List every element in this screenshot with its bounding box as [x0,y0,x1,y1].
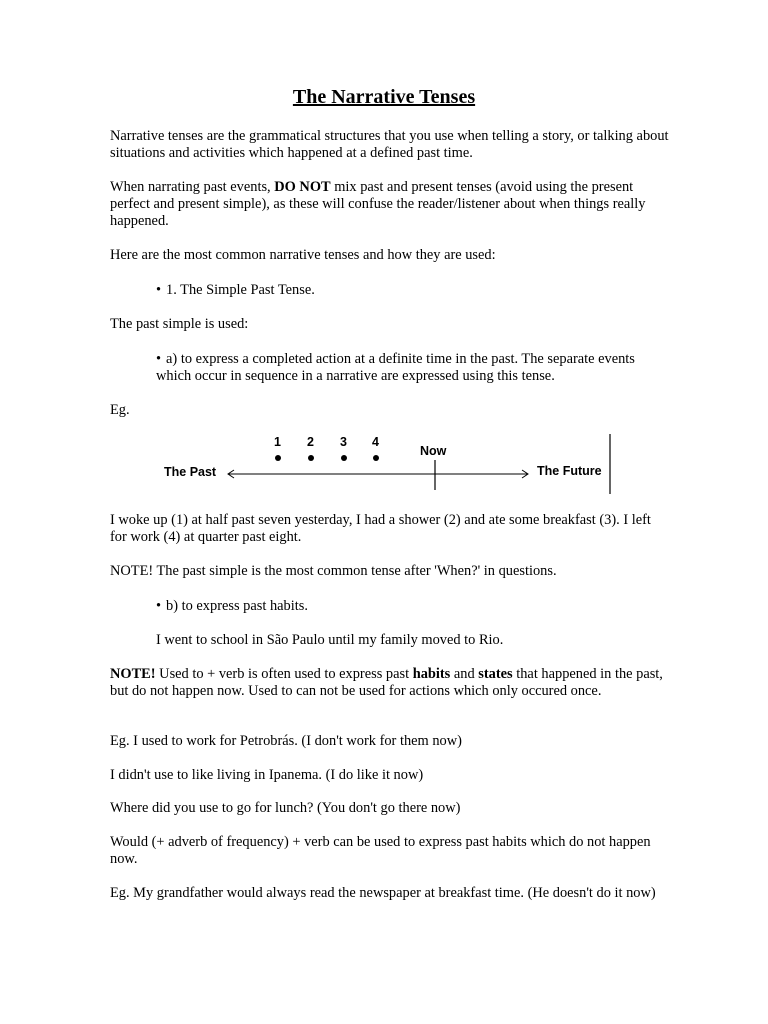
note-text-b: and [450,666,479,682]
timeline-now-label: Now [420,444,447,458]
warning-text-post: mix past and present tenses (avoid using the present perfect and present simple), as these will confuse the reader/listener about when things really happened. [110,179,646,229]
states-bold: states [478,666,513,682]
timeline-past-label: The Past [164,465,217,479]
timeline-point-label-2: 2 [307,435,314,449]
grandfather-example: Eg. My grandfather would always read the newspaper at breakfast time. (He doesn't do it now) [110,885,656,901]
timeline-point-label-1: 1 [274,435,281,449]
bullet-b-text: b) to express past habits. [166,598,308,614]
note-text-c: that happened in the past, but do not happen now. Used to can not be used for actions which only occured once. [110,666,663,699]
bullet-icon: • [156,282,162,298]
past-simple-used-paragraph: The past simple is used: [110,316,249,332]
warning-bold: DO NOT [274,179,331,195]
warning-paragraph [110,179,670,230]
woke-up-paragraph: I woke up (1) at half past seven yesterday, I had a shower (2) and ate some breakfast (3). I left for work (4) at quarter past eight. [110,512,651,545]
petrobras-example: Eg. I used to work for Petrobrás. (I don't work for them now) [110,733,462,749]
timeline-point-label-4: 4 [372,435,379,449]
common-tenses-paragraph: Here are the most common narrative tenses and how they are used: [110,247,496,263]
timeline-point-4 [373,455,379,461]
note-when-paragraph: NOTE! The past simple is the most common tense after 'When?' in questions. [110,563,557,579]
bullet-icon: • [156,351,162,367]
bullet-a [156,351,656,385]
timeline-point-1 [275,455,281,461]
habits-bold: habits [412,666,451,682]
lunch-example: Where did you use to go for lunch? (You don't go there now) [110,800,461,816]
bullet-b [156,598,656,615]
note-text-a: Used to + verb is often used to express past [155,666,413,682]
bullet-simple-past-text: 1. The Simple Past Tense. [166,282,315,298]
page-title: The Narrative Tenses [292,86,476,108]
note-bold: NOTE! [110,666,156,682]
intro-paragraph: Narrative tenses are the grammatical structures that you use when telling a story, or talking about situations and activities which happened at a defined past time. [110,128,669,161]
ipanema-example: I didn't use to like living in Ipanema. (I do like it now) [110,767,424,783]
timeline-point-3 [341,455,347,461]
eg-label: Eg. [110,402,130,418]
timeline-future-label: The Future [537,464,602,478]
bullet-icon: • [156,598,162,614]
warning-text-pre: When narrating past events, [110,179,275,195]
timeline-point-label-3: 3 [340,435,347,449]
bullet-a-text: a) to express a completed action at a definite time in the past. The separate events which occur in sequence in a narrative are expressed using this tense. [156,351,635,384]
timeline-point-2 [308,455,314,461]
timeline-diagram [150,428,620,500]
note-used-to-paragraph [110,666,670,700]
would-paragraph: Would (+ adverb of frequency) + verb can be used to express past habits which do not happen now. [110,834,651,867]
bullet-simple-past [156,282,656,299]
school-example: I went to school in São Paulo until my family moved to Rio. [156,632,504,648]
